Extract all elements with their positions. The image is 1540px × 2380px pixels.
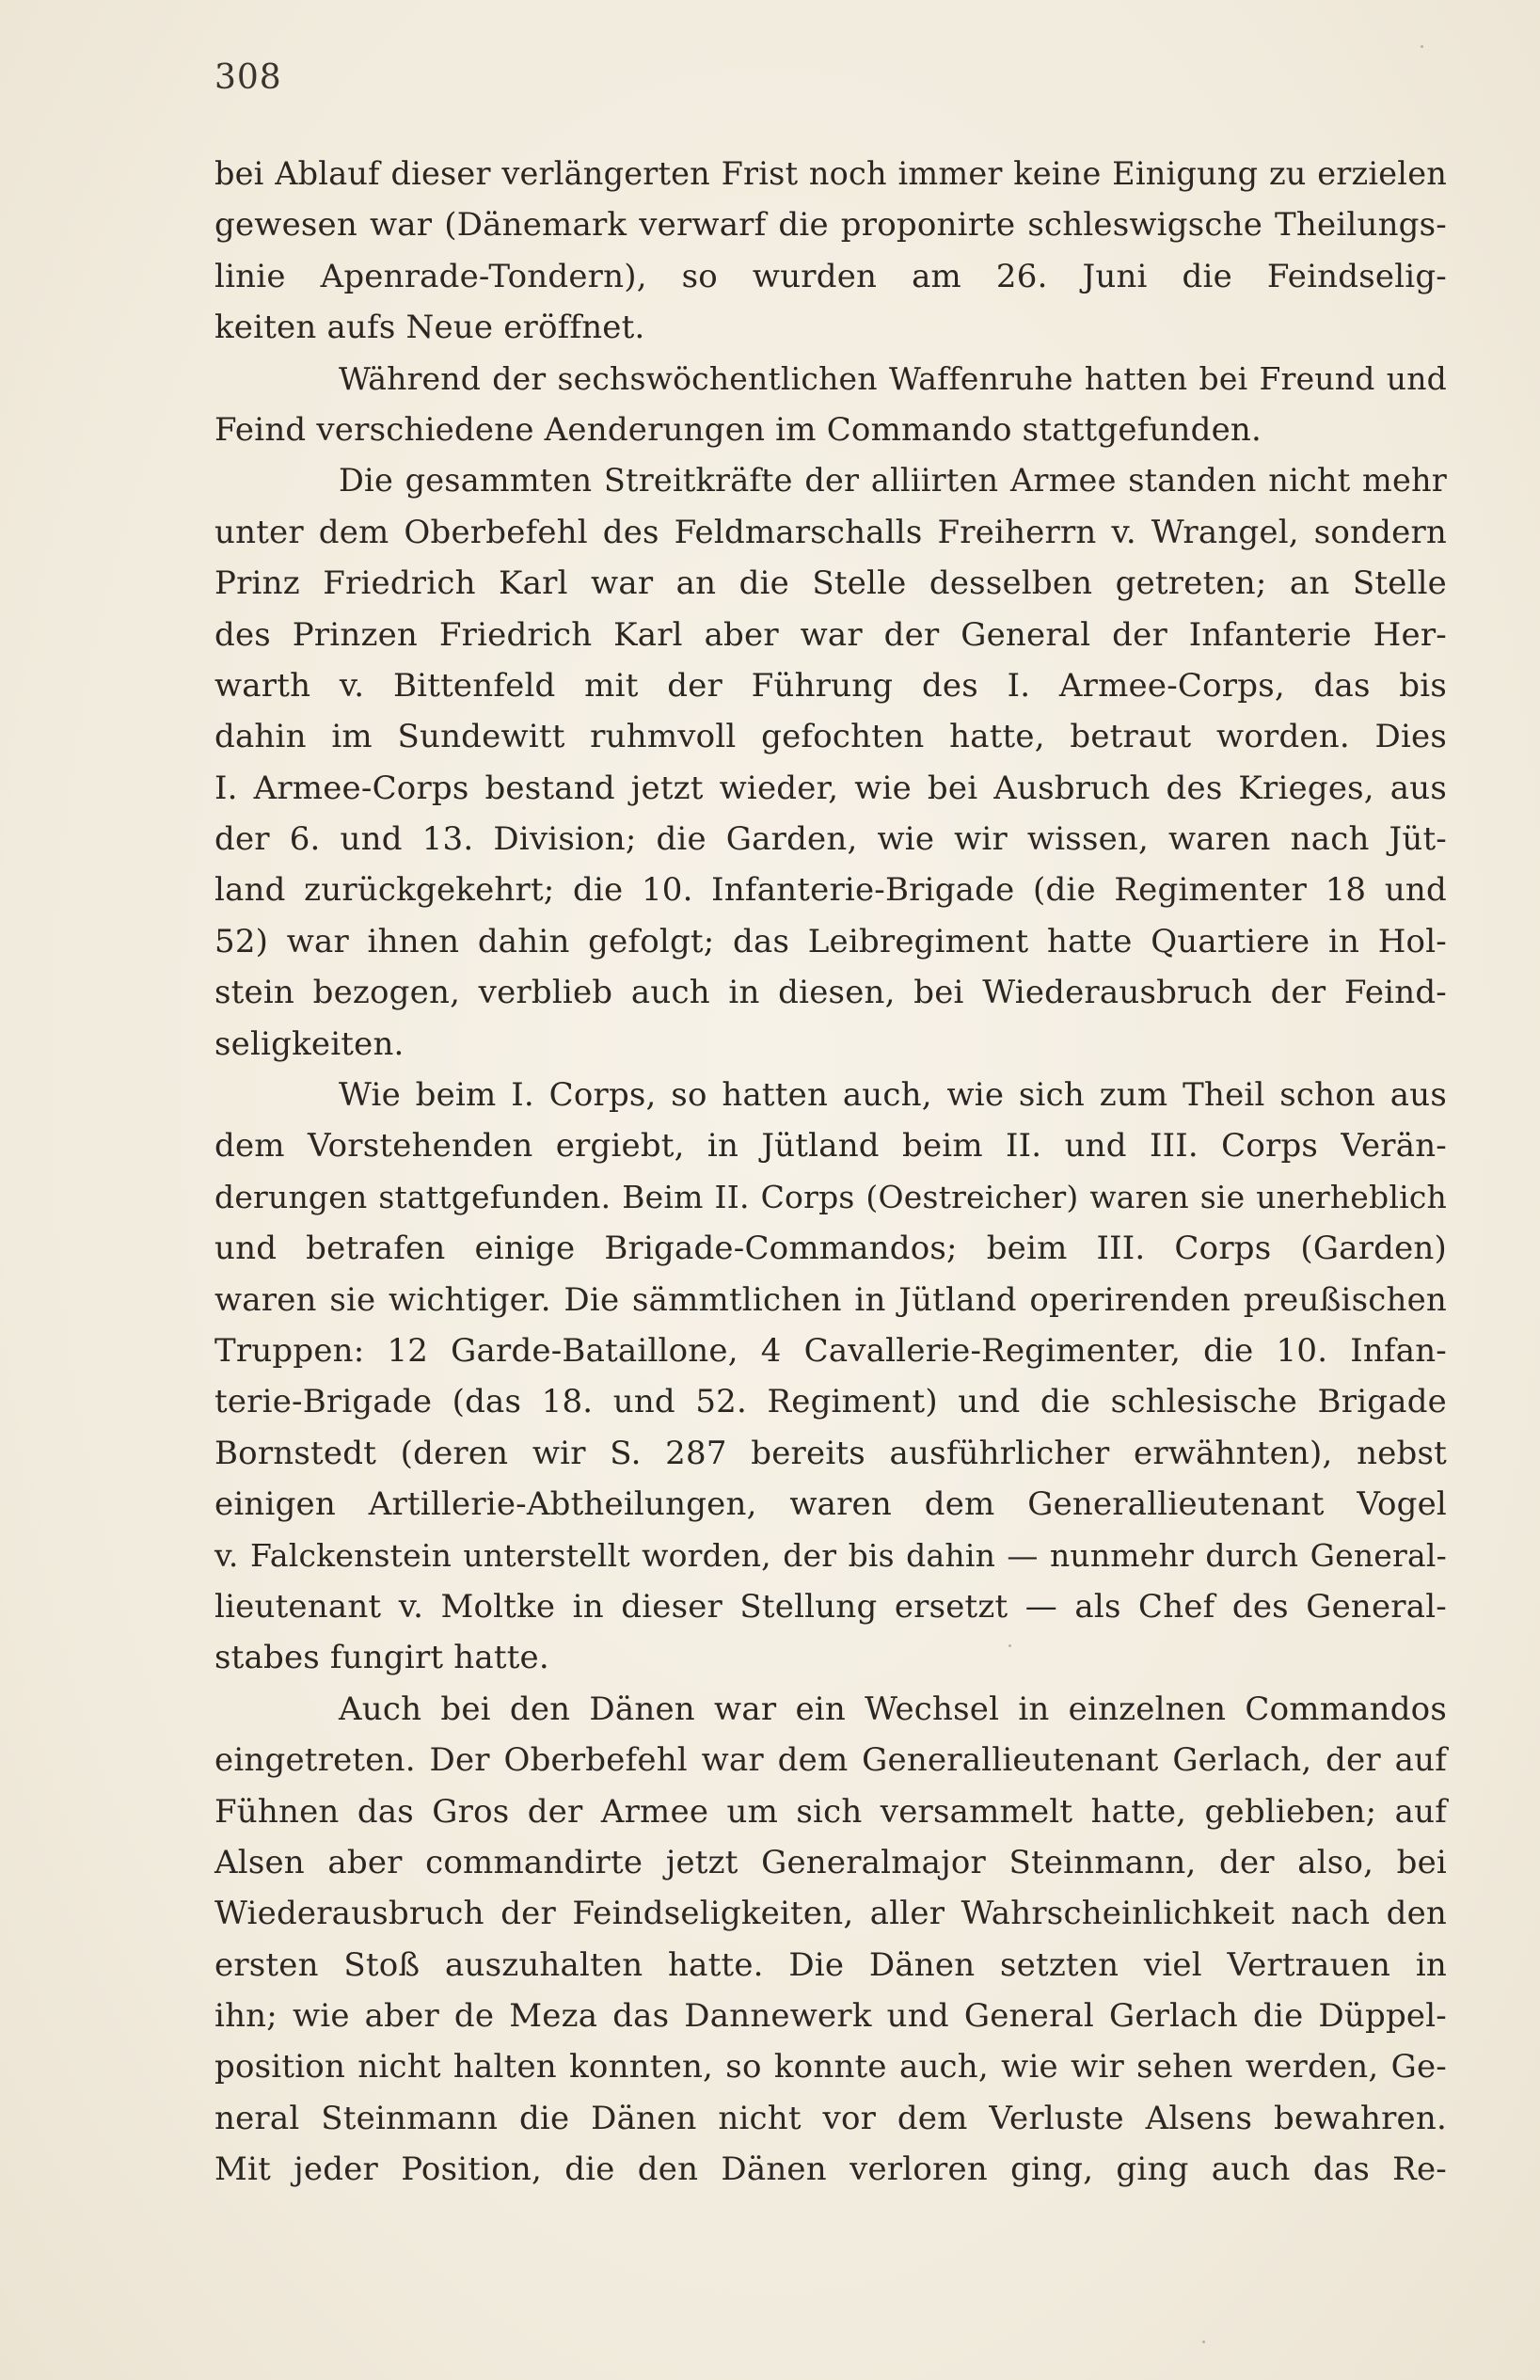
text-line: der 6. und 13. Division; die Garden, wie wir wissen, waren nach Jüt-	[214, 820, 1447, 859]
text-line: Auch bei den Dänen war ein Wechsel in einzelnen Commandos	[339, 1690, 1447, 1728]
text-line: I. Armee-Corps bestand jetzt wieder, wie bei Ausbruch des Krieges, aus	[214, 769, 1447, 807]
text-line: land zurückgekehrt; die 10. Infanterie-Brigade (die Regimenter 18 und	[214, 871, 1447, 910]
text-line: keiten aufs Neue eröffnet.	[214, 309, 645, 347]
text-line: dahin im Sundewitt ruhmvoll gefochten hatte, betraut worden. Dies	[214, 718, 1447, 756]
text-line: Während der sechswöchentlichen Waffenruhe hatten bei Freund und	[339, 359, 1447, 397]
text-line: bei Ablauf dieser verlängerten Frist noch immer keine Einigung zu erzielen	[214, 155, 1447, 192]
text-line: stein bezogen, verblieb auch in diesen, bei Wiederausbruch der Feind-	[214, 974, 1447, 1012]
paper-speck	[1008, 1644, 1011, 1647]
text-line: Die gesammten Streitkräfte der alliirten Armee standen nicht mehr	[339, 462, 1447, 500]
text-line: neral Steinmann die Dänen nicht vor dem Verluste Alsens bewahren.	[214, 2099, 1447, 2137]
text-line: Prinz Friedrich Karl war an die Stelle desselben getreten; an Stelle	[214, 564, 1447, 603]
paper-speck	[1202, 2340, 1205, 2343]
text-line: terie-Brigade (das 18. und 52. Regiment) und die schlesische Brigade	[214, 1383, 1447, 1421]
text-line: dem Vorstehenden ergiebt, in Jütland beim II. und III. Corps Verän-	[214, 1127, 1447, 1166]
page-number: 308	[214, 58, 282, 97]
text-line: ihn; wie aber de Meza das Dannewerk und General Gerlach die Düppel-	[214, 1997, 1447, 2036]
paper-speck	[1421, 45, 1423, 48]
text-line: unter dem Oberbefehl des Feldmarschalls Freiherrn v. Wrangel, sondern	[214, 513, 1447, 551]
text-line: Wie beim I. Corps, so hatten auch, wie sich zum Theil schon aus	[339, 1076, 1447, 1115]
text-line: stabes fungirt hatte.	[214, 1639, 549, 1677]
text-line: einigen Artillerie-Abtheilungen, waren dem Generallieutenant Vogel	[214, 1485, 1447, 1524]
text-line: Wiederausbruch der Feindseligkeiten, aller Wahrscheinlichkeit nach den	[214, 1895, 1447, 1933]
text-line: des Prinzen Friedrich Karl aber war der General der Infanterie Her-	[214, 615, 1447, 654]
text-line: Feind verschiedene Aenderungen im Commando stattgefunden.	[214, 410, 1262, 449]
text-line: seligkeiten.	[214, 1024, 405, 1063]
text-line: waren sie wichtiger. Die sämmtlichen in Jütland operirenden preußischen	[214, 1280, 1447, 1319]
text-line: 52) war ihnen dahin gefolgt; das Leibregiment hatte Quartiere in Hol-	[214, 922, 1447, 960]
text-line: Bornstedt (deren wir S. 287 bereits ausführlicher erwähnten), nebst	[214, 1434, 1447, 1472]
text-line: Fühnen das Gros der Armee um sich versammelt hatte, geblieben; auf	[214, 1792, 1447, 1831]
text-line: Mit jeder Position, die den Dänen verloren ging, ging auch das Re-	[214, 2150, 1447, 2189]
text-line: linie Apenrade-Tondern), so wurden am 26. Juni die Feindselig-	[214, 257, 1447, 295]
text-line: und betrafen einige Brigade-Commandos; beim III. Corps (Garden)	[214, 1230, 1447, 1268]
text-line: derungen stattgefunden. Beim II. Corps (Oestreicher) waren sie unerheblich	[214, 1178, 1447, 1215]
text-line: position nicht halten konnten, so konnte auch, wie wir sehen werden, Ge-	[214, 2048, 1447, 2086]
text-line: ersten Stoß auszuhalten hatte. Die Dänen setzten viel Vertrauen in	[214, 1945, 1447, 1984]
text-line: warth v. Bittenfeld mit der Führung des I. Armee-Corps, das bis	[214, 666, 1447, 705]
body-text	[214, 149, 1447, 2196]
text-line: lieutenant v. Moltke in dieser Stellung ersetzt — als Chef des General-	[214, 1587, 1447, 1626]
text-line: gewesen war (Dänemark verwarf die proponirte schleswigsche Theilungs-	[214, 206, 1447, 245]
text-line: eingetreten. Der Oberbefehl war dem Generallieutenant Gerlach, der auf	[214, 1741, 1447, 1780]
text-line: Truppen: 12 Garde-Bataillone, 4 Cavallerie-Regimenter, die 10. Infan-	[214, 1331, 1447, 1370]
text-line: Alsen aber commandirte jetzt Generalmajor Steinmann, der also, bei	[214, 1843, 1447, 1881]
text-line: v. Falckenstein unterstellt worden, der bis dahin — nunmehr durch General-	[214, 1536, 1447, 1574]
